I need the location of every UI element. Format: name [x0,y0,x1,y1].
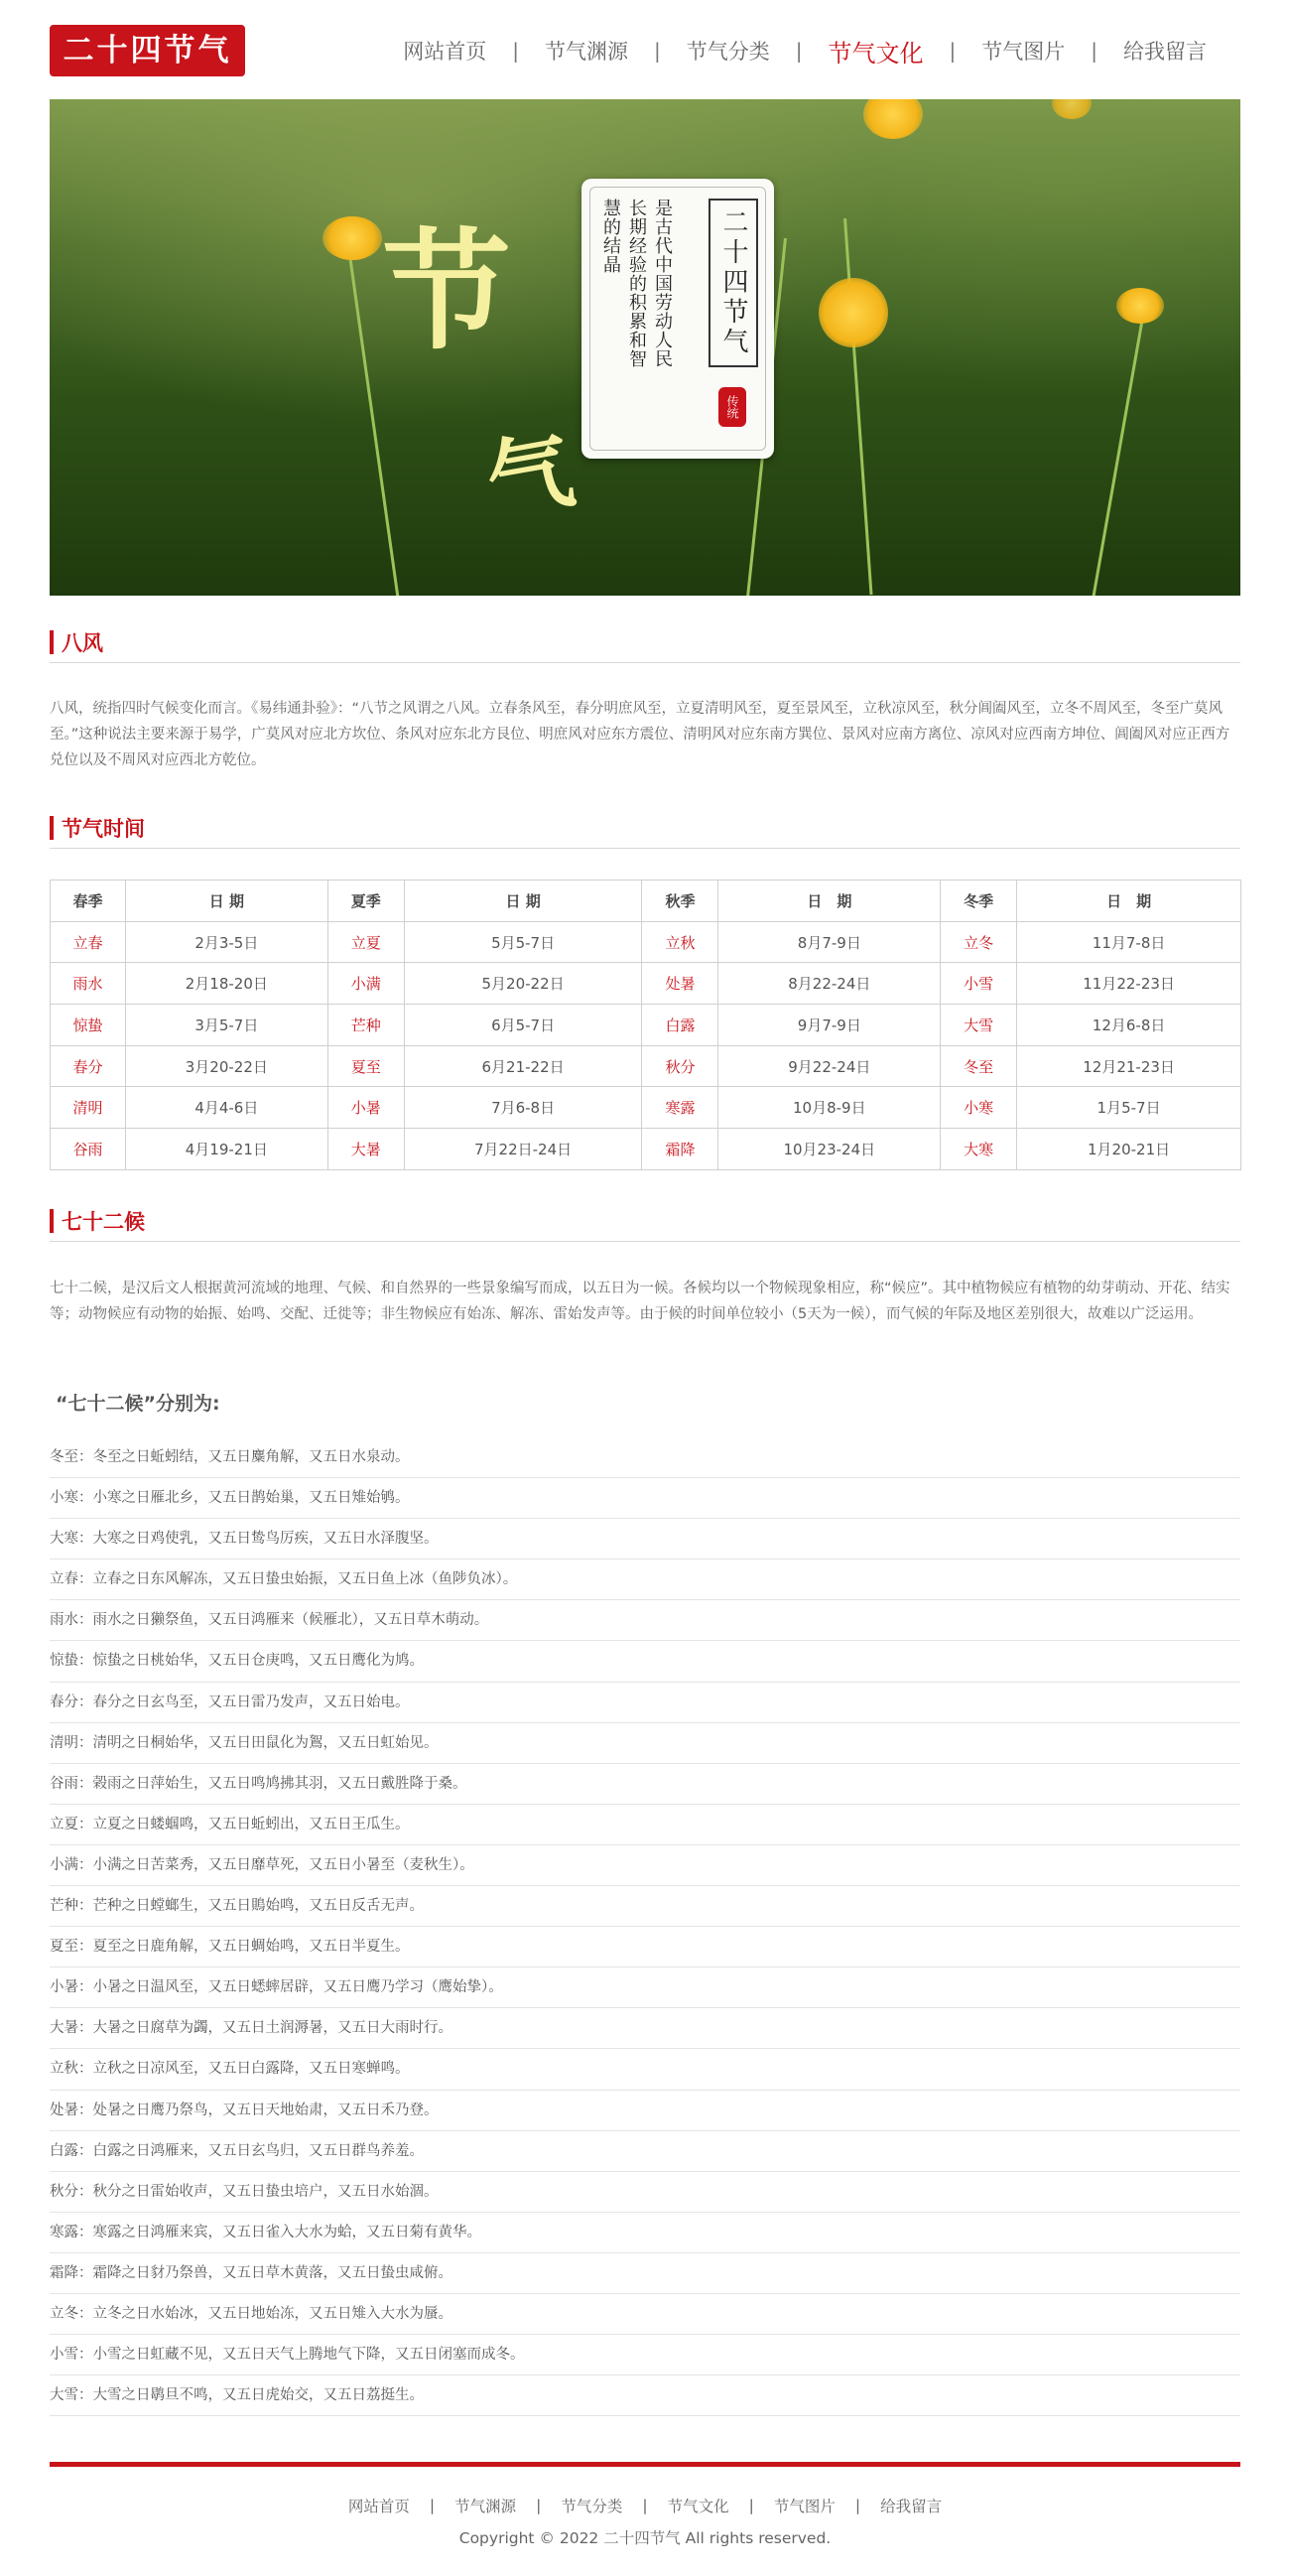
section-title-jieqi-time [50,805,1240,849]
solar-term-link[interactable]: 惊蛰 [51,1005,126,1046]
date-cell: 7月22日-24日 [404,1129,642,1170]
date-cell: 8月22-24日 [718,963,941,1005]
nav-pictures[interactable]: 节气图片 [981,40,1066,64]
column-header: 春季 [51,881,126,922]
date-cell: 5月20-22日 [404,963,642,1005]
footer-nav [0,2495,1290,2516]
nav-separator: | [654,39,661,63]
footer-separator: | [536,2497,542,2514]
list-item: 立冬：立冬之日水始冰，又五日地始冻，又五日雉入大水为蜃。 [50,2294,1240,2335]
nav-culture[interactable]: 节气文化 [828,39,924,68]
nav-message[interactable]: 给我留言 [1123,40,1207,64]
solar-term-link[interactable]: 芒种 [327,1005,404,1046]
seal-stamp: 传统 [718,387,746,427]
list-item: 春分：春分之日玄鸟至，又五日雷乃发声，又五日始电。 [50,1683,1240,1723]
copyright-text: Copyright © 2022 二十四节气 All rights reserved. [458,2529,832,2547]
flower-stem [843,218,873,595]
list-item: 惊蛰：惊蛰之日桃始华，又五日仓庚鸣，又五日鹰化为鸠。 [50,1641,1240,1682]
section-title-72hou [50,1198,1240,1242]
footer-link-origin[interactable]: 节气渊源 [454,2498,517,2515]
column-header: 日 期 [125,881,327,922]
column-header: 日 期 [718,881,941,922]
solar-term-link[interactable]: 雨水 [51,963,126,1005]
footer-separator: | [429,2497,436,2514]
list-item: 小暑：小暑之日温风至，又五日蟋蟀居辟，又五日鹰乃学习（鹰始挚）。 [50,1967,1240,2008]
list-item: 小雪：小雪之日虹藏不见，又五日天气上腾地气下降，又五日闭塞而成冬。 [50,2335,1240,2375]
list-item: 立春：立春之日东风解冻，又五日蛰虫始振，又五日鱼上冰（鱼陟负冰）。 [50,1559,1240,1600]
date-cell: 12月6-8日 [1017,1005,1241,1046]
list-item: 小寒：小寒之日雁北乡，又五日鹊始巢，又五日雉始鸲。 [50,1478,1240,1519]
date-cell: 6月21-22日 [404,1045,642,1087]
date-cell: 10月8-9日 [718,1087,941,1129]
list-item: 霜降：霜降之日豺乃祭兽，又五日草木黄落，又五日蛰虫咸俯。 [50,2253,1240,2294]
flower-stem [1090,318,1144,596]
date-cell: 6月5-7日 [404,1005,642,1046]
solar-term-link[interactable]: 夏至 [327,1045,404,1087]
solar-term-link[interactable]: 谷雨 [51,1129,126,1170]
footer-divider [50,2462,1240,2467]
solar-term-link[interactable]: 立秋 [642,921,718,963]
yellow-flower [819,278,888,347]
solar-term-link[interactable]: 大暑 [327,1129,404,1170]
table-row [51,1005,1241,1046]
hero-banner [50,99,1240,596]
column-header: 冬季 [941,881,1017,922]
list-item: 立秋：立秋之日凉风至，又五日白露降，又五日寒蝉鸣。 [50,2049,1240,2090]
nav-separator: | [512,39,519,63]
nav-origin[interactable]: 节气渊源 [545,40,628,64]
list-item: 处暑：处暑之日鹰乃祭鸟，又五日天地始肃，又五日禾乃登。 [50,2091,1240,2131]
section-heading: 八风 [62,631,103,655]
footer-link-home[interactable]: 网站首页 [347,2498,410,2515]
title-accent-bar [50,1209,54,1233]
solar-term-link[interactable]: 立夏 [327,921,404,963]
title-accent-bar [50,630,54,654]
column-header: 夏季 [327,881,404,922]
solar-term-link[interactable]: 霜降 [642,1129,718,1170]
list-item: 秋分：秋分之日雷始收声，又五日蛰虫培户，又五日水始涸。 [50,2172,1240,2213]
list-item: 立夏：立夏之日蝼蝈鸣，又五日蚯蚓出，又五日王瓜生。 [50,1805,1240,1845]
banner-char-qi: 气 [479,419,581,533]
yellow-flower [322,216,382,260]
table-row [51,921,1241,963]
title-accent-bar [50,816,54,840]
nav-home[interactable]: 网站首页 [403,40,487,64]
date-cell: 11月7-8日 [1017,921,1241,963]
banner-card-text: 长期经验的积累和智 [626,199,647,368]
main-nav [377,32,1232,69]
footer-separator: | [642,2497,648,2514]
date-cell: 3月20-22日 [125,1045,327,1087]
date-cell: 4月4-6日 [125,1087,327,1129]
solar-term-link[interactable]: 冬至 [941,1045,1017,1087]
solar-term-link[interactable]: 小满 [327,963,404,1005]
72hou-paragraph: 七十二候，是汉后文人根据黄河流域的地理、气候、和自然界的一些景象编写而成，以五日为一候。各候均以一个物候现象相应，称“候应”。其中植物候应有植物的幼芽萌动、开花、结实等；动物候应有动物的始振、始鸣、交配、迁徙等；非生物候应有始冻、解冻、雷始发声等。由于候的时间单位较小（5天为一候），而气候的年际及地区差别很大，故难以广泛运用。 [50,1281,1230,1322]
date-cell: 10月23-24日 [718,1129,941,1170]
solar-term-link[interactable]: 处暑 [642,963,718,1005]
date-cell: 8月7-9日 [718,921,941,963]
72hou-list [50,1437,1240,2416]
column-header: 日 期 [404,881,642,922]
footer-link-message[interactable]: 给我留言 [880,2498,943,2515]
solar-term-link[interactable]: 小雪 [941,963,1017,1005]
solar-term-link[interactable]: 大雪 [941,1005,1017,1046]
list-item: 夏至：夏至之日鹿角解，又五日蜩始鸣，又五日半夏生。 [50,1927,1240,1967]
jieqi-date-table [50,880,1241,1170]
date-cell: 7月6-8日 [404,1087,642,1129]
nav-separator: | [1091,39,1097,63]
solar-term-link[interactable]: 秋分 [642,1045,718,1087]
solar-term-link[interactable]: 春分 [51,1045,126,1087]
yellow-flower [1116,288,1164,324]
date-cell: 2月18-20日 [125,963,327,1005]
section-title-bafeng [50,619,1240,663]
date-cell: 11月22-23日 [1017,963,1241,1005]
date-cell: 9月22-24日 [718,1045,941,1087]
section-heading: 七十二候 [62,1210,145,1234]
yellow-flower [863,99,923,139]
solar-term-link[interactable]: 清明 [51,1087,126,1129]
list-item: 大雪：大雪之日鹖旦不鸣，又五日虎始交，又五日荔挺生。 [50,2375,1240,2416]
list-item: 芒种：芒种之日螳螂生，又五日鵙始鸣，又五日反舌无声。 [50,1886,1240,1927]
table-row [51,1087,1241,1129]
nav-category[interactable]: 节气分类 [686,40,770,64]
list-item: 冬至：冬至之日蚯蚓结，又五日麋角解，又五日水泉动。 [50,1437,1240,1478]
table-row [51,1129,1241,1170]
nav-separator: | [795,39,803,63]
date-cell: 4月19-21日 [125,1129,327,1170]
solar-term-link[interactable]: 寒露 [642,1087,718,1129]
list-item: 白露：白露之日鸿雁来，又五日玄鸟归，又五日群鸟养羞。 [50,2131,1240,2172]
site-logo[interactable]: 二十四节气 [50,25,245,76]
list-item: 大寒：大寒之日鸡使乳，又五日鸷鸟厉疾，又五日水泽腹坚。 [50,1519,1240,1559]
list-item: 清明：清明之日桐始华，又五日田鼠化为鴽，又五日虹始见。 [50,1723,1240,1764]
bafeng-paragraph: 八风，统指四时气候变化而言。《易纬通卦验》：“八节之风谓之八风。立春条风至，春分明庶风至，立夏清明风至，夏至景风至，立秋凉风至，秋分阊阖风至，立冬不周风至，冬至广莫风至。”这种说法主要来源于易学，广莫风对应北方坎位、条风对应东北方艮位、明庶风对应东方震位、清明风对应东南方巽位、景风对应南方离位、凉风对应西南方坤位、阊阖风对应正西方兑位以及不周风对应西北方乾位。 [50,701,1230,768]
solar-term-link[interactable]: 大寒 [941,1129,1017,1170]
banner-card-text: 慧的结晶 [600,199,621,274]
banner-card [581,179,774,459]
list-item: 雨水：雨水之日獭祭鱼，又五日鸿雁来（候雁北），又五日草木萌动。 [50,1600,1240,1641]
72hou-subtitle: “七十二候”分别为: [56,1393,220,1415]
footer-link-category[interactable]: 节气分类 [561,2498,623,2515]
list-item: 寒露：寒露之日鸿雁来宾，又五日雀入大水为蛤，又五日菊有黄华。 [50,2213,1240,2253]
table-row [51,963,1241,1005]
date-cell: 12月21-23日 [1017,1045,1241,1087]
date-cell: 1月5-7日 [1017,1087,1241,1129]
list-item: 大暑：大暑之日腐草为蠲，又五日土润溽暑，又五日大雨时行。 [50,2008,1240,2049]
solar-term-link[interactable]: 立冬 [941,921,1017,963]
nav-separator: | [949,39,957,63]
date-cell: 5月5-7日 [404,921,642,963]
footer-separator: | [748,2497,754,2514]
column-header: 秋季 [642,881,718,922]
banner-card-text: 是古代中国劳动人民 [652,199,673,368]
date-cell: 9月7-9日 [718,1005,941,1046]
list-item: 小满：小满之日苦菜秀，又五日靡草死，又五日小暑至（麦秋生）。 [50,1845,1240,1886]
footer-link-pictures[interactable]: 节气图片 [773,2498,836,2515]
table-header-row [51,881,1241,922]
date-cell: 3月5-7日 [125,1005,327,1046]
footer-separator: | [854,2497,861,2514]
solar-term-link[interactable]: 小暑 [327,1087,404,1129]
banner-card-title: 二十四节气 [709,199,758,367]
solar-term-link[interactable]: 小寒 [941,1087,1017,1129]
banner-char-jie: 节 [382,215,512,367]
list-item: 谷雨：榖雨之日萍始生，又五日鸣鸠拂其羽，又五日戴胜降于桑。 [50,1764,1240,1805]
yellow-flower [1052,99,1092,119]
date-cell: 1月20-21日 [1017,1129,1241,1170]
solar-term-link[interactable]: 白露 [642,1005,718,1046]
footer-link-culture[interactable]: 节气文化 [667,2498,729,2515]
solar-term-link[interactable]: 立春 [51,921,126,963]
column-header: 日 期 [1017,881,1241,922]
date-cell: 2月3-5日 [125,921,327,963]
section-heading: 节气时间 [62,817,145,841]
table-row [51,1045,1241,1087]
